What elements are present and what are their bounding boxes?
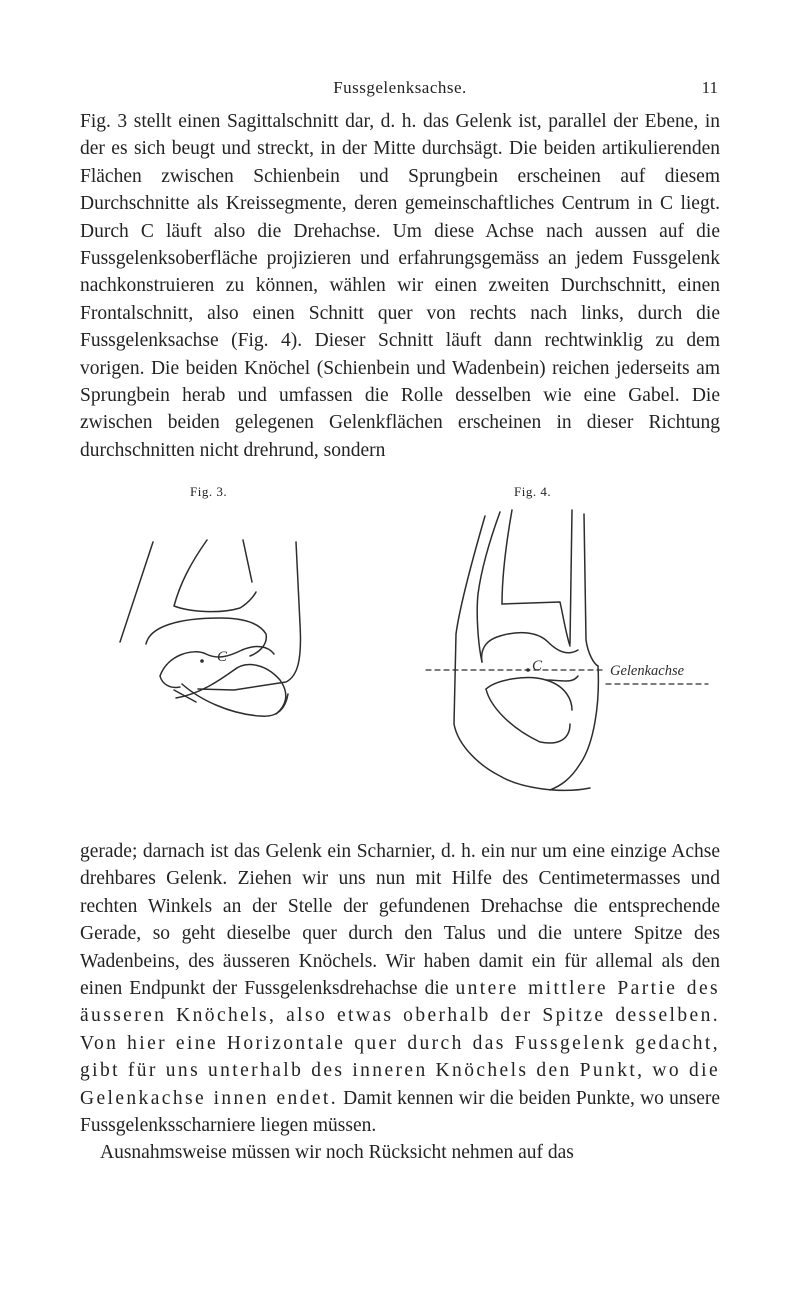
paragraph-1: Fig. 3 stellt einen Sagittalschnitt dar, d. h. das Gelenk ist, parallel der Ebene, in der es sich beugt und streckt, in der Mitte durchsägt. Die beiden artikulierenden Flächen zwischen Schienbein und Sprungbein erscheinen auf diesem Durchschnitte als Kreissegmente, deren gemeinschaftliches Centrum in C liegt. Durch C läuft also die Drehachse. Um diese Achse nach aussen auf die Fussgelenksoberfläche projizieren und erfahrungsgemäss an jedem Fussgelenk nachkonstruieren zu können, wählen wir einen zweiten Durchschnitt, einen Frontalschnitt, also einen Schnitt quer von rechts nach links, durch die Fussgelenksachse (Fig. 4). Dieser Schnitt läuft dann rechtwinklig zu dem vorigen. Die beiden Knöchel (Schienbein und Wadenbein) reichen jederseits am Sprungbein herab und umfassen die Rolle desselben wie eine Gabel. Die zwischen beiden gelegenen Gelenkflächen erscheinen in dieser Richtung durchschnitten nicht drehrund, sondern [80, 111, 720, 461]
figure-4-drawing [420, 484, 720, 804]
center-point-c [200, 659, 204, 663]
figure-3-label-c: C [217, 649, 228, 665]
paragraph-2-tail: Damit kennen wir die beiden Punkte, wo unsere Fussgelenksscharniere liegen müssen. [80, 1087, 720, 1137]
joint-axis-label: Gelenkachse [610, 663, 685, 679]
running-title: Fussgelenksachse. [333, 78, 467, 97]
paragraph-2-emphasis: untere mittlere Partie des äusseren Knöchels, also etwas oberhalb der Spitze desselben. Von hier eine Horizontale quer durch das Fussgelenk gedacht, gibt für uns unterhalb des inneren Knöchels den Punkt, wo die Gelenkachse innen endet. [80, 978, 720, 1109]
figure-3 [110, 484, 320, 700]
paragraph-2-lead: gerade; darnach ist das Gelenk ein Scharnier, d. h. ein nur um eine einzige Achse drehbares Gelenk. Ziehen wir uns nun mit Hilfe des Centimetermasses und rechten Winkels an der Stelle der gefundenen Drehachse die entsprechende Gerade, so geht dieselbe quer durch den Talus und die untere Spitze des Wadenbeins, des äusseren Knöchels. Wir haben damit ein für allemal als den einen Endpunkt der Fussgelenksdrehachse die [80, 841, 720, 1000]
paragraph-2 [80, 838, 720, 1167]
figure-3-drawing [110, 484, 320, 700]
center-point-c [526, 668, 530, 672]
figure-4-caption: Fig. 4. [514, 484, 552, 499]
figure-4-label-c: C [532, 658, 543, 674]
paragraph-3: Ausnahmsweise müssen wir noch Rücksicht nehmen auf das [100, 1142, 574, 1164]
page-header [80, 58, 720, 97]
page-number: 11 [701, 78, 718, 97]
figure-4 [420, 484, 720, 804]
figure-3-caption: Fig. 3. [190, 484, 228, 499]
